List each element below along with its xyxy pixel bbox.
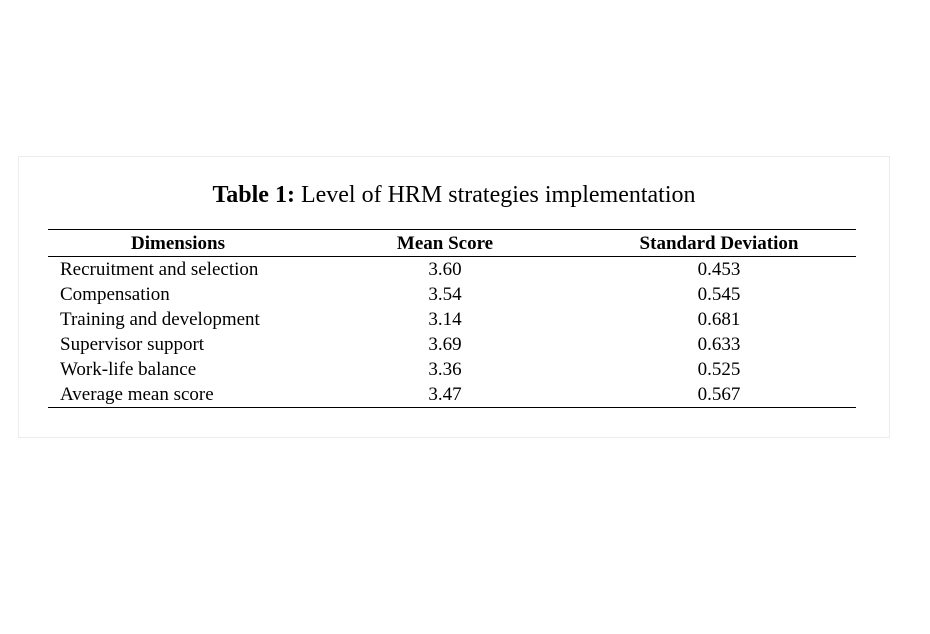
- table-caption-text: Level of HRM strategies implementation: [294, 182, 696, 208]
- document-panel: [18, 156, 890, 438]
- table-row: [48, 332, 856, 357]
- cell-sd: 0.545: [697, 284, 741, 305]
- cell-mean: 3.69: [428, 334, 462, 355]
- table-caption: [19, 181, 889, 209]
- header-mean-score: Mean Score: [396, 233, 494, 254]
- cell-mean: 3.14: [428, 309, 462, 330]
- hrm-table: [48, 229, 856, 408]
- table-row: [48, 257, 856, 283]
- cell-sd: 0.681: [697, 309, 741, 330]
- cell-sd: 0.567: [697, 384, 741, 405]
- cell-dimension: Training and development: [60, 309, 260, 330]
- header-dimensions: Dimensions: [131, 233, 225, 254]
- table-row: [48, 357, 856, 382]
- cell-sd: 0.453: [697, 259, 741, 280]
- table-row: [48, 382, 856, 408]
- cell-sd: 0.525: [697, 359, 741, 380]
- cell-mean: 3.54: [428, 284, 462, 305]
- cell-mean: 3.60: [428, 259, 462, 280]
- cell-dimension: Compensation: [60, 284, 170, 305]
- cell-mean: 3.47: [428, 384, 462, 405]
- table-row: [48, 307, 856, 332]
- table-row: [48, 282, 856, 307]
- cell-sd: 0.633: [697, 334, 741, 355]
- cell-dimension: Supervisor support: [60, 334, 205, 355]
- header-standard-deviation: Standard Deviation: [639, 233, 799, 254]
- table-header-row: [48, 230, 856, 257]
- cell-mean: 3.36: [428, 359, 462, 380]
- table-caption-label: Table 1:: [212, 182, 295, 208]
- cell-dimension: Work-life balance: [60, 359, 197, 380]
- cell-dimension: Average mean score: [60, 384, 214, 405]
- cell-dimension: Recruitment and selection: [60, 259, 259, 280]
